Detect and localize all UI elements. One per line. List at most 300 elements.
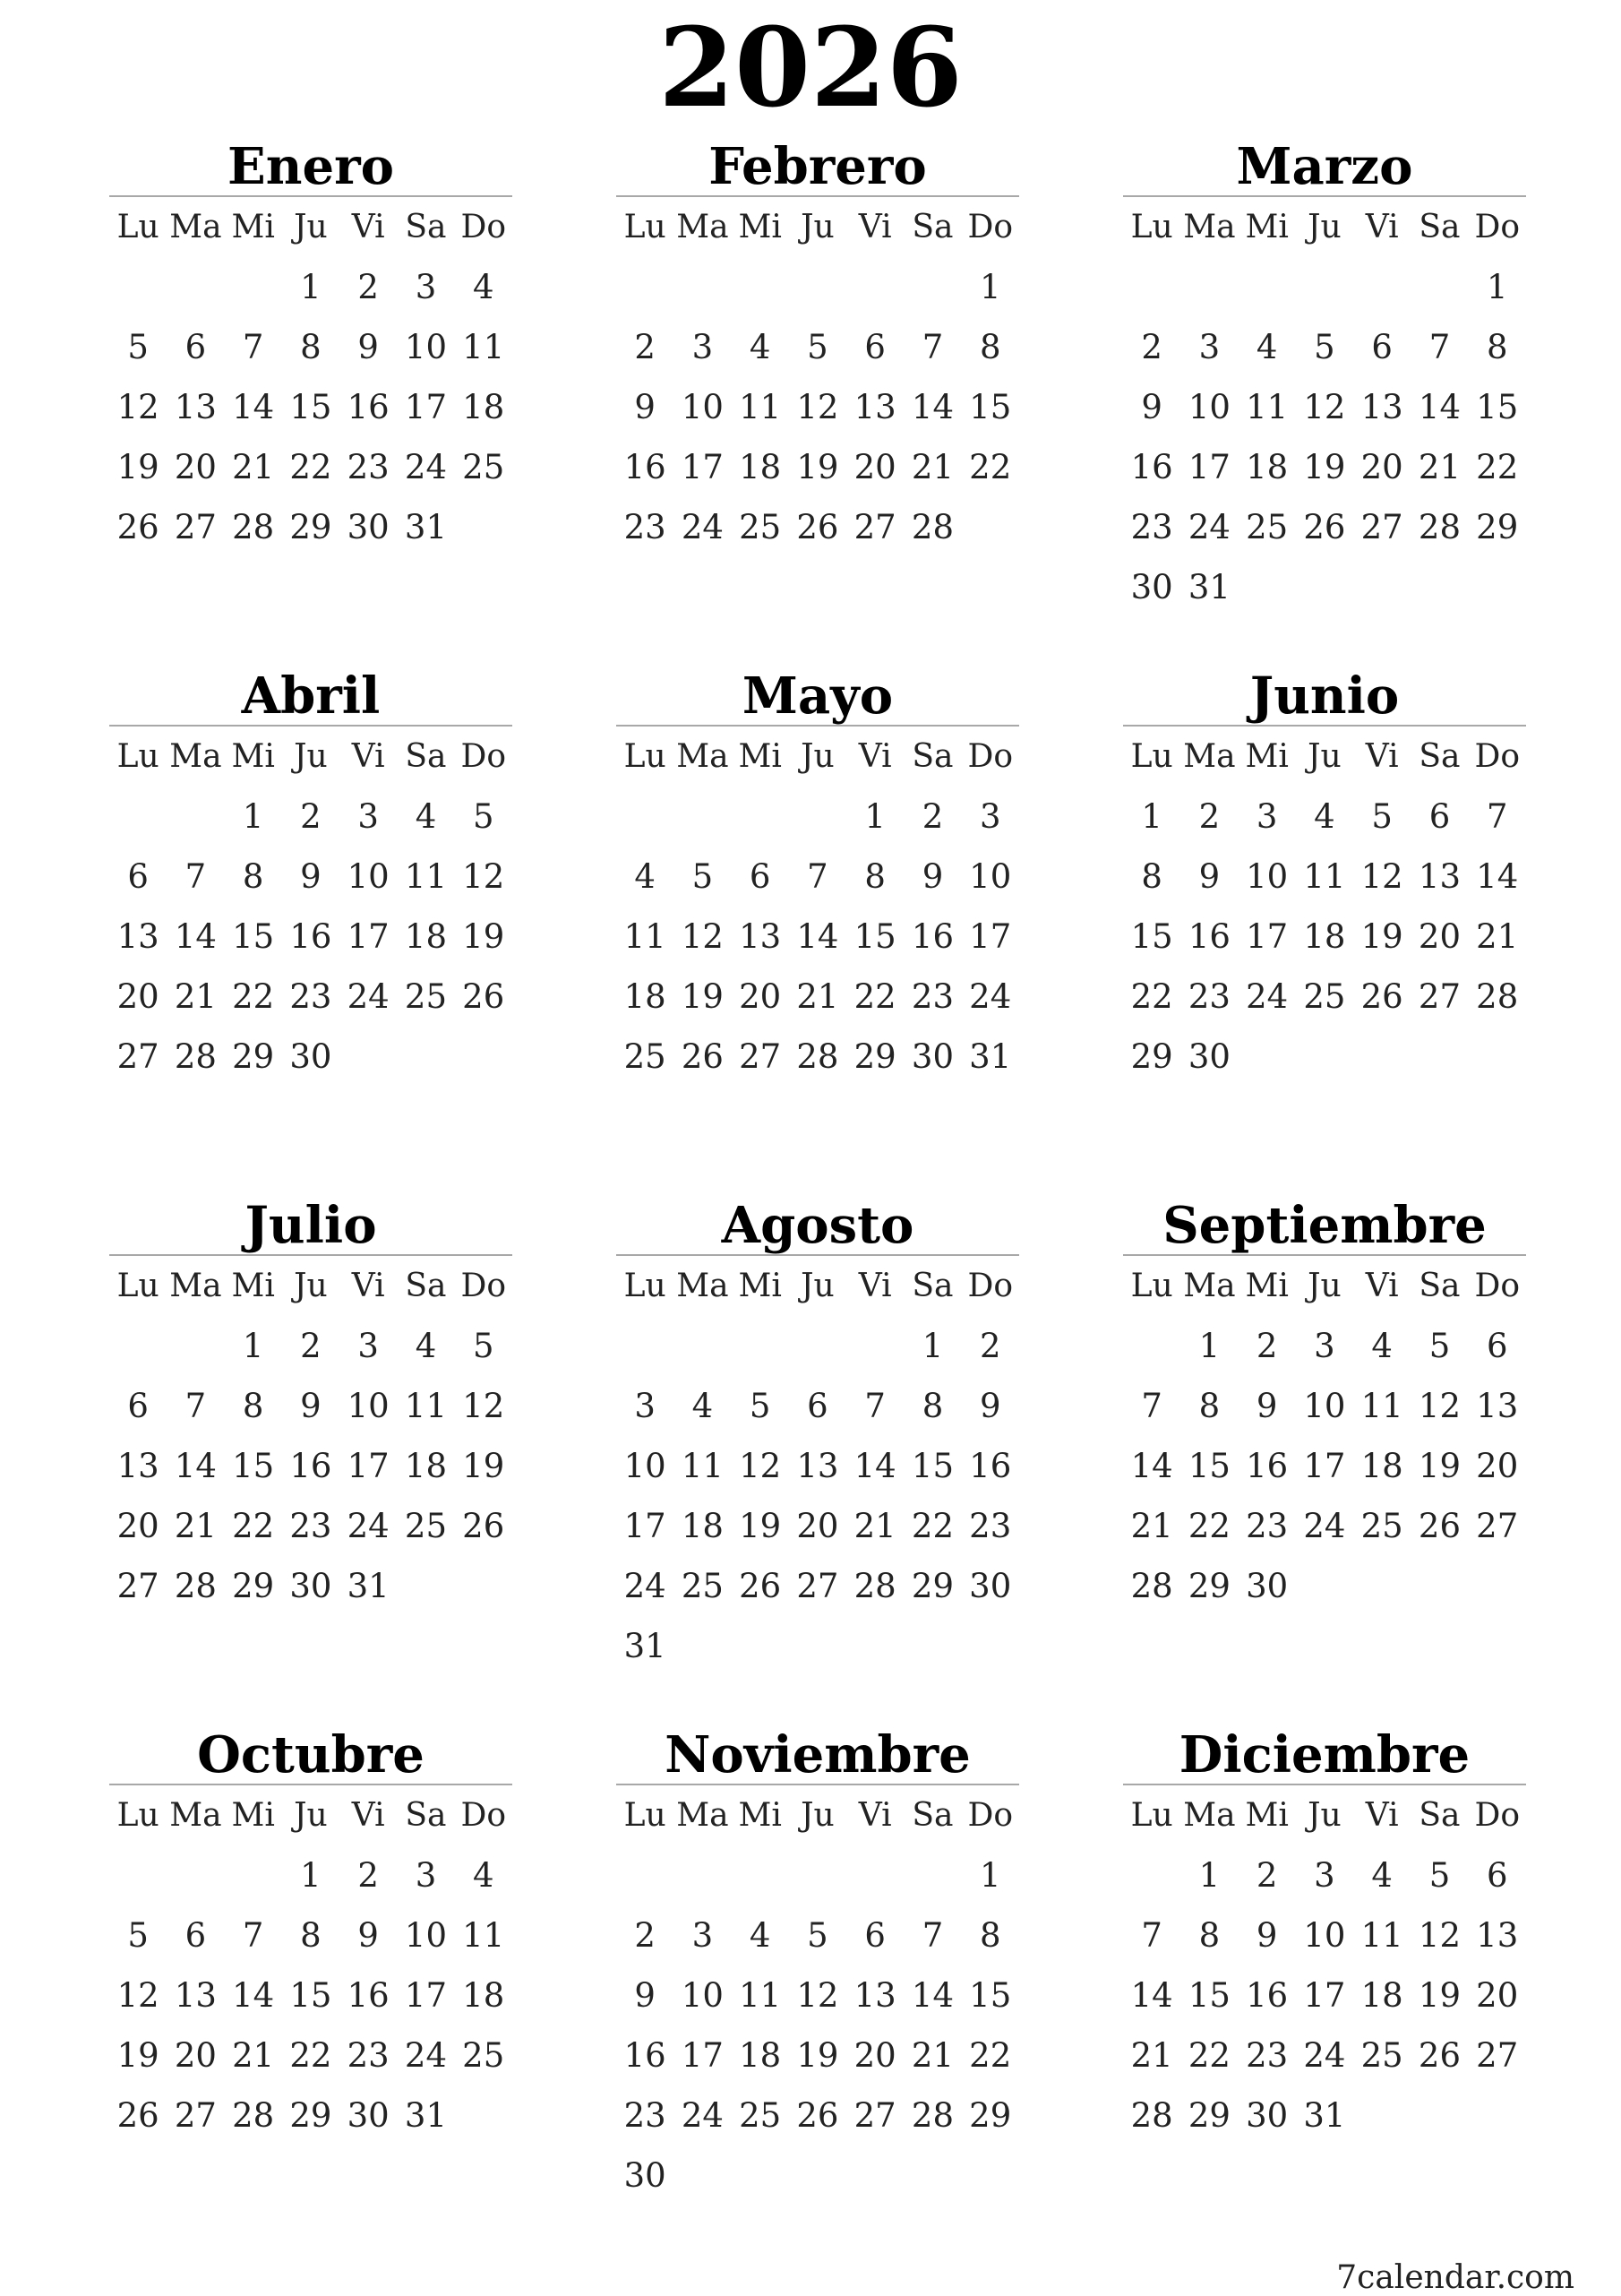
day-cell: 10 — [681, 1976, 724, 2015]
weekday-label: Ma — [676, 1268, 729, 1304]
day-cell: 9 — [634, 388, 656, 426]
week-row — [1123, 1965, 1526, 2025]
day-cell: 25 — [404, 977, 447, 1016]
day-cell: 29 — [1188, 2096, 1231, 2135]
day-cell: 31 — [347, 1567, 390, 1605]
day-cell: 17 — [347, 917, 390, 956]
day-cell: 2 — [922, 797, 944, 836]
day-cell: 31 — [404, 508, 447, 546]
day-cell: 23 — [347, 448, 390, 486]
day-cell: 26 — [1418, 2036, 1461, 2075]
day-cell: 17 — [404, 388, 447, 426]
day-cell: 29 — [1188, 1567, 1231, 1605]
day-cell: 4 — [415, 797, 437, 836]
weekday-label: Do — [967, 738, 1013, 775]
month-julio — [109, 1193, 512, 1616]
empty-cell — [789, 257, 846, 317]
day-cell: 15 — [289, 388, 332, 426]
week-row — [109, 1027, 512, 1087]
day-cell: 22 — [289, 2036, 332, 2075]
day-cell: 13 — [853, 1976, 896, 2015]
day-cell: 18 — [1360, 1976, 1403, 2015]
weekday-label: Lu — [623, 1797, 666, 1834]
weekday-label: Mi — [738, 1797, 782, 1834]
day-cell: 26 — [116, 2096, 159, 2135]
empty-cell — [109, 257, 167, 317]
day-cell: 30 — [969, 1567, 1012, 1605]
day-cell: 29 — [853, 1037, 896, 1076]
day-cell: 13 — [174, 1976, 217, 2015]
day-cell: 12 — [1418, 1387, 1461, 1425]
week-row — [109, 257, 512, 317]
day-cell: 2 — [1198, 797, 1221, 836]
day-cell: 8 — [300, 328, 322, 366]
day-cell: 1 — [1141, 797, 1162, 836]
day-cell: 18 — [681, 1507, 724, 1545]
weekday-header — [616, 197, 1019, 257]
day-cell: 5 — [127, 328, 149, 366]
day-cell: 21 — [1130, 1507, 1173, 1545]
empty-cell — [846, 1845, 904, 1905]
empty-cell — [962, 497, 1019, 557]
day-cell: 19 — [116, 448, 159, 486]
day-cell: 1 — [300, 268, 322, 306]
day-cell: 26 — [1303, 508, 1346, 546]
day-cell: 26 — [681, 1037, 724, 1076]
weekday-label: Vi — [858, 209, 892, 245]
day-cell: 7 — [922, 1916, 944, 1955]
day-cell: 19 — [462, 1447, 505, 1485]
day-cell: 22 — [1188, 2036, 1231, 2075]
day-cell: 30 — [289, 1037, 332, 1076]
day-cell: 16 — [623, 2036, 666, 2075]
empty-cell — [732, 1316, 789, 1376]
day-cell: 9 — [300, 857, 322, 896]
day-cell: 9 — [634, 1976, 656, 2015]
day-cell: 4 — [1314, 797, 1335, 836]
day-cell: 5 — [807, 1916, 828, 1955]
weekday-label: Do — [460, 738, 506, 775]
week-row — [109, 1845, 512, 1905]
day-cell: 22 — [969, 2036, 1012, 2075]
week-row — [616, 787, 1019, 847]
weekday-label: Vi — [1365, 1797, 1399, 1834]
weekday-label: Lu — [116, 209, 159, 245]
day-cell: 17 — [681, 2036, 724, 2075]
day-cell: 16 — [1246, 1447, 1289, 1485]
empty-cell — [673, 257, 731, 317]
month-noviembre — [616, 1723, 1019, 2206]
day-cell: 6 — [807, 1387, 828, 1425]
week-row — [616, 1316, 1019, 1376]
day-cell: 24 — [1303, 2036, 1346, 2075]
weekday-label: Mi — [1245, 1797, 1289, 1834]
weekday-label: Sa — [1419, 738, 1461, 775]
day-cell: 31 — [1188, 568, 1231, 606]
weekday-label: Ma — [1183, 209, 1236, 245]
empty-cell — [732, 1845, 789, 1905]
day-cell: 27 — [1476, 1507, 1519, 1545]
weekday-label: Sa — [912, 1797, 954, 1834]
day-cell: 16 — [1246, 1976, 1289, 2015]
weekday-label: Ma — [169, 1797, 222, 1834]
day-cell: 17 — [623, 1507, 666, 1545]
weekday-label: Sa — [1419, 209, 1461, 245]
weekday-header — [1123, 727, 1526, 787]
day-cell: 22 — [969, 448, 1012, 486]
day-cell: 19 — [1360, 917, 1403, 956]
day-cell: 25 — [462, 448, 505, 486]
day-cell: 15 — [1476, 388, 1519, 426]
day-cell: 3 — [415, 1856, 437, 1895]
day-cell: 26 — [796, 2096, 839, 2135]
weekday-label: Vi — [351, 209, 385, 245]
weekday-label: Sa — [405, 738, 447, 775]
day-cell: 23 — [289, 1507, 332, 1545]
empty-cell — [1296, 557, 1353, 617]
day-cell: 21 — [911, 448, 954, 486]
day-cell: 22 — [1188, 1507, 1231, 1545]
weekday-label: Vi — [351, 1268, 385, 1304]
empty-cell — [167, 257, 224, 317]
weekday-label: Mi — [1245, 1268, 1289, 1304]
day-cell: 10 — [1188, 388, 1231, 426]
weekday-label: Ma — [169, 1268, 222, 1304]
day-cell: 21 — [853, 1507, 896, 1545]
day-cell: 1 — [1198, 1856, 1221, 1895]
day-cell: 28 — [232, 2096, 275, 2135]
day-cell: 9 — [1256, 1387, 1278, 1425]
empty-cell — [1239, 1027, 1296, 1087]
month-name: Junio — [1123, 664, 1526, 727]
day-cell: 28 — [1476, 977, 1519, 1016]
day-cell: 13 — [1476, 1916, 1519, 1955]
week-row — [1123, 787, 1526, 847]
empty-cell — [673, 787, 731, 847]
day-cell: 16 — [1130, 448, 1173, 486]
day-cell: 3 — [1314, 1856, 1335, 1895]
week-row — [109, 1376, 512, 1436]
day-cell: 9 — [300, 1387, 322, 1425]
day-cell: 23 — [911, 977, 954, 1016]
day-cell: 24 — [404, 2036, 447, 2075]
day-cell: 7 — [864, 1387, 886, 1425]
day-cell: 16 — [347, 1976, 390, 2015]
weekday-label: Sa — [912, 1268, 954, 1304]
weekday-label: Lu — [1130, 1797, 1173, 1834]
day-cell: 7 — [184, 857, 207, 896]
day-cell: 25 — [681, 1567, 724, 1605]
month-name: Mayo — [616, 664, 1019, 727]
week-row — [109, 437, 512, 497]
day-cell: 20 — [174, 2036, 217, 2075]
day-cell: 13 — [116, 917, 159, 956]
weekday-label: Ju — [801, 1797, 835, 1834]
day-cell: 12 — [116, 388, 159, 426]
weekday-label: Ma — [169, 209, 222, 245]
day-cell: 12 — [1360, 857, 1403, 896]
day-cell: 19 — [796, 2036, 839, 2075]
day-cell: 16 — [347, 388, 390, 426]
day-cell: 11 — [739, 1976, 782, 2015]
week-row — [616, 1965, 1019, 2025]
weekday-label: Ma — [676, 738, 729, 775]
day-cell: 22 — [1130, 977, 1173, 1016]
day-cell: 6 — [1486, 1327, 1508, 1365]
week-row — [616, 1905, 1019, 1965]
week-row — [109, 2025, 512, 2085]
day-cell: 10 — [404, 328, 447, 366]
day-cell: 11 — [1246, 388, 1289, 426]
day-cell: 24 — [623, 1567, 666, 1605]
day-cell: 16 — [911, 917, 954, 956]
day-cell: 13 — [853, 388, 896, 426]
day-cell: 6 — [1486, 1856, 1508, 1895]
day-cell: 12 — [681, 917, 724, 956]
day-cell: 16 — [1188, 917, 1231, 956]
empty-cell — [789, 2146, 846, 2206]
month-junio — [1123, 664, 1526, 1087]
week-row — [1123, 1436, 1526, 1496]
week-row — [616, 2025, 1019, 2085]
empty-cell — [846, 1316, 904, 1376]
day-cell: 11 — [1303, 857, 1346, 896]
day-cell: 20 — [116, 1507, 159, 1545]
weekday-header — [1123, 1256, 1526, 1316]
day-cell: 13 — [1476, 1387, 1519, 1425]
day-cell: 28 — [1130, 2096, 1173, 2135]
week-row — [109, 1556, 512, 1616]
weekday-label: Sa — [405, 209, 447, 245]
day-cell: 26 — [1360, 977, 1403, 1016]
day-cell: 3 — [1198, 328, 1221, 366]
day-cell: 4 — [1256, 328, 1278, 366]
day-cell: 8 — [1198, 1387, 1221, 1425]
week-row — [109, 2085, 512, 2146]
day-cell: 18 — [404, 1447, 447, 1485]
empty-cell — [616, 1316, 673, 1376]
day-cell: 22 — [911, 1507, 954, 1545]
day-cell: 11 — [462, 1916, 505, 1955]
day-cell: 26 — [1418, 1507, 1461, 1545]
day-cell: 10 — [1246, 857, 1289, 896]
day-cell: 26 — [739, 1567, 782, 1605]
day-cell: 20 — [1476, 1447, 1519, 1485]
day-cell: 20 — [116, 977, 159, 1016]
day-cell: 30 — [623, 2156, 666, 2195]
day-cell: 24 — [1188, 508, 1231, 546]
week-row — [616, 1436, 1019, 1496]
empty-cell — [1469, 557, 1526, 617]
day-cell: 25 — [739, 508, 782, 546]
day-cell: 10 — [347, 857, 390, 896]
empty-cell — [455, 1027, 512, 1087]
day-cell: 20 — [853, 448, 896, 486]
day-cell: 24 — [404, 448, 447, 486]
empty-cell — [962, 1616, 1019, 1676]
day-cell: 10 — [623, 1447, 666, 1485]
empty-cell — [1353, 2085, 1411, 2146]
day-cell: 26 — [796, 508, 839, 546]
weekday-label: Ma — [169, 738, 222, 775]
week-row — [1123, 1496, 1526, 1556]
day-cell: 19 — [1418, 1447, 1461, 1485]
day-cell: 27 — [1418, 977, 1461, 1016]
day-cell: 14 — [1130, 1447, 1173, 1485]
weekday-label: Ma — [676, 209, 729, 245]
month-name: Diciembre — [1123, 1723, 1526, 1785]
empty-cell — [904, 1845, 961, 1905]
day-cell: 2 — [979, 1327, 1001, 1365]
month-name: Marzo — [1123, 134, 1526, 197]
empty-cell — [109, 1316, 167, 1376]
day-cell: 15 — [911, 1447, 954, 1485]
day-cell: 11 — [681, 1447, 724, 1485]
month-abril — [109, 664, 512, 1087]
day-cell: 31 — [623, 1627, 666, 1665]
day-cell: 24 — [969, 977, 1012, 1016]
day-cell: 14 — [232, 388, 275, 426]
empty-cell — [1469, 1027, 1526, 1087]
weekday-label: Lu — [623, 209, 666, 245]
day-cell: 23 — [1246, 1507, 1289, 1545]
day-cell: 18 — [1360, 1447, 1403, 1485]
day-cell: 23 — [1130, 508, 1173, 546]
weekday-label: Ju — [801, 1268, 835, 1304]
weekday-label: Ju — [1308, 738, 1342, 775]
day-cell: 28 — [911, 508, 954, 546]
day-cell: 9 — [1256, 1916, 1278, 1955]
day-cell: 14 — [1130, 1976, 1173, 2015]
weekday-label: Do — [967, 209, 1013, 245]
day-cell: 26 — [462, 977, 505, 1016]
week-row — [109, 787, 512, 847]
day-cell: 12 — [462, 1387, 505, 1425]
week-row — [109, 1436, 512, 1496]
month-name: Julio — [109, 1193, 512, 1256]
site-credit: 7calendar.com — [1336, 2259, 1574, 2296]
day-cell: 15 — [232, 1447, 275, 1485]
day-cell: 24 — [347, 1507, 390, 1545]
day-cell: 29 — [232, 1567, 275, 1605]
day-cell: 24 — [347, 977, 390, 1016]
week-row — [1123, 1556, 1526, 1616]
day-cell: 16 — [289, 1447, 332, 1485]
empty-cell — [1353, 1027, 1411, 1087]
week-row — [616, 1027, 1019, 1087]
day-cell: 3 — [634, 1387, 656, 1425]
empty-cell — [616, 787, 673, 847]
day-cell: 6 — [1428, 797, 1451, 836]
day-cell: 5 — [127, 1916, 149, 1955]
weekday-label: Vi — [1365, 209, 1399, 245]
day-cell: 24 — [1246, 977, 1289, 1016]
empty-cell — [732, 2146, 789, 2206]
weekday-label: Mi — [738, 738, 782, 775]
weekday-label: Vi — [858, 1268, 892, 1304]
day-cell: 21 — [1418, 448, 1461, 486]
weekday-header — [1123, 1785, 1526, 1845]
day-cell: 9 — [1141, 388, 1162, 426]
day-cell: 16 — [969, 1447, 1012, 1485]
day-cell: 8 — [1198, 1916, 1221, 1955]
day-cell: 27 — [116, 1567, 159, 1605]
day-cell: 27 — [796, 1567, 839, 1605]
empty-cell — [962, 2146, 1019, 2206]
weekday-label: Ju — [1308, 209, 1342, 245]
weekday-label: Ju — [801, 209, 835, 245]
week-row — [109, 1316, 512, 1376]
weekday-label: Ju — [294, 1268, 328, 1304]
day-cell: 19 — [1418, 1976, 1461, 2015]
weekday-label: Lu — [116, 1797, 159, 1834]
day-cell: 3 — [357, 797, 379, 836]
empty-cell — [167, 1845, 224, 1905]
day-cell: 11 — [739, 388, 782, 426]
day-cell: 21 — [911, 2036, 954, 2075]
weekday-label: Sa — [912, 738, 954, 775]
day-cell: 7 — [1486, 797, 1508, 836]
day-cell: 4 — [1371, 1856, 1393, 1895]
empty-cell — [673, 1845, 731, 1905]
week-row — [1123, 377, 1526, 437]
day-cell: 13 — [116, 1447, 159, 1485]
day-cell: 8 — [1141, 857, 1162, 896]
weekday-label: Ma — [1183, 738, 1236, 775]
day-cell: 9 — [922, 857, 944, 896]
weekday-label: Mi — [738, 1268, 782, 1304]
day-cell: 7 — [922, 328, 944, 366]
day-cell: 22 — [232, 977, 275, 1016]
weekday-label: Do — [1474, 209, 1520, 245]
day-cell: 8 — [300, 1916, 322, 1955]
weekday-label: Ju — [801, 738, 835, 775]
weekday-label: Ju — [1308, 1268, 1342, 1304]
empty-cell — [1353, 1556, 1411, 1616]
day-cell: 20 — [853, 2036, 896, 2075]
day-cell: 8 — [1486, 328, 1508, 366]
week-row — [109, 317, 512, 377]
day-cell: 29 — [289, 508, 332, 546]
day-cell: 6 — [864, 328, 886, 366]
month-febrero — [616, 134, 1019, 557]
day-cell: 8 — [864, 857, 886, 896]
empty-cell — [1353, 257, 1411, 317]
weekday-label: Sa — [1419, 1797, 1461, 1834]
day-cell: 19 — [796, 448, 839, 486]
day-cell: 1 — [979, 268, 1001, 306]
weekday-label: Lu — [116, 1268, 159, 1304]
day-cell: 6 — [184, 328, 207, 366]
week-row — [616, 1496, 1019, 1556]
day-cell: 3 — [691, 1916, 714, 1955]
day-cell: 9 — [357, 1916, 379, 1955]
weekday-label: Ju — [294, 1797, 328, 1834]
weekday-label: Mi — [1245, 738, 1289, 775]
month-name: Abril — [109, 664, 512, 727]
week-row — [1123, 257, 1526, 317]
day-cell: 21 — [232, 448, 275, 486]
day-cell: 17 — [1303, 1447, 1346, 1485]
day-cell: 12 — [1303, 388, 1346, 426]
empty-cell — [789, 787, 846, 847]
day-cell: 21 — [232, 2036, 275, 2075]
weekday-label: Vi — [351, 738, 385, 775]
day-cell: 20 — [796, 1507, 839, 1545]
day-cell: 10 — [681, 388, 724, 426]
day-cell: 6 — [749, 857, 771, 896]
week-row — [616, 1376, 1019, 1436]
